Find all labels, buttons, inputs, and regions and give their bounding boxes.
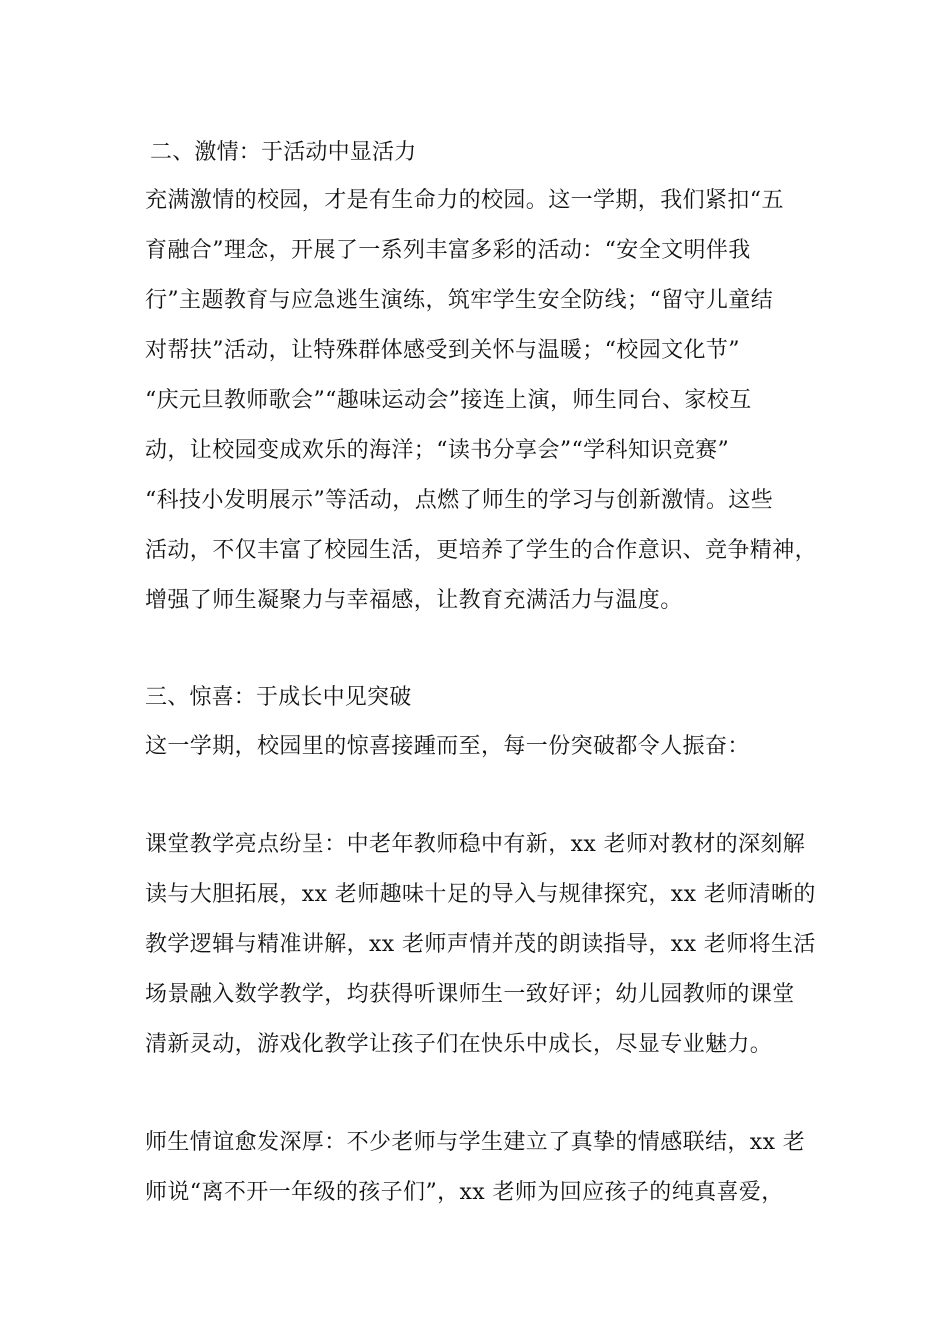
section-2-line-1: 充满激情的校园，才是有生命力的校园。这一学期，我们紧扣“五 (145, 188, 784, 213)
section-3-p1-line-5: 清新灵动，游戏化教学让孩子们在快乐中成长，尽显专业魅力。 (145, 1032, 773, 1057)
section-3-p2-line-2: 师说“离不开一年级的孩子们”，xx 老师为回应孩子的纯真喜爱， (145, 1180, 784, 1205)
section-2-line-8: 活动，不仅丰富了校园生活，更培养了学生的合作意识、竞争精神， (145, 538, 818, 563)
section-2-line-6: 动，让校园变成欢乐的海洋；“读书分享会”“学科知识竞赛” (145, 438, 730, 463)
section-2-line-4: 对帮扶”活动，让特殊群体感受到关怀与温暖；“校园文化节” (145, 338, 740, 363)
section-3-p1-line-2: 读与大胆拓展，xx 老师趣味十足的导入与规律探究，xx 老师清晰的 (145, 882, 816, 907)
section-3-heading: 三、惊喜：于成长中见突破 (145, 685, 412, 710)
section-3-intro: 这一学期，校园里的惊喜接踵而至，每一份突破都令人振奋： (145, 734, 750, 759)
section-2-line-2: 育融合”理念，开展了一系列丰富多彩的活动：“安全文明伴我 (145, 238, 751, 263)
section-2-line-9: 增强了师生凝聚力与幸福感，让教育充满活力与温度。 (145, 588, 683, 613)
section-3-p1-line-4: 场景融入数学教学，均获得听课师生一致好评；幼儿园教师的课堂 (145, 982, 795, 1007)
section-3-p1-line-1: 课堂教学亮点纷呈：中老年教师稳中有新，xx 老师对教材的深刻解 (145, 832, 806, 857)
section-2-line-7: “科技小发明展示”等活动，点燃了师生的学习与创新激情。这些 (145, 488, 774, 513)
section-2-heading: 二、激情：于活动中显活力 (150, 140, 417, 165)
section-2-line-3: 行”主题教育与应急逃生演练，筑牢学生安全防线；“留守儿童结 (145, 288, 774, 313)
section-3-p2-line-1: 师生情谊愈发深厚：不少老师与学生建立了真挚的情感联结，xx 老 (145, 1130, 806, 1155)
section-2-line-5: “庆元旦教师歌会”“趣味运动会”接连上演，师生同台、家校互 (145, 388, 752, 413)
section-3-p1-line-3: 教学逻辑与精准讲解，xx 老师声情并茂的朗读指导，xx 老师将生活 (145, 932, 816, 957)
